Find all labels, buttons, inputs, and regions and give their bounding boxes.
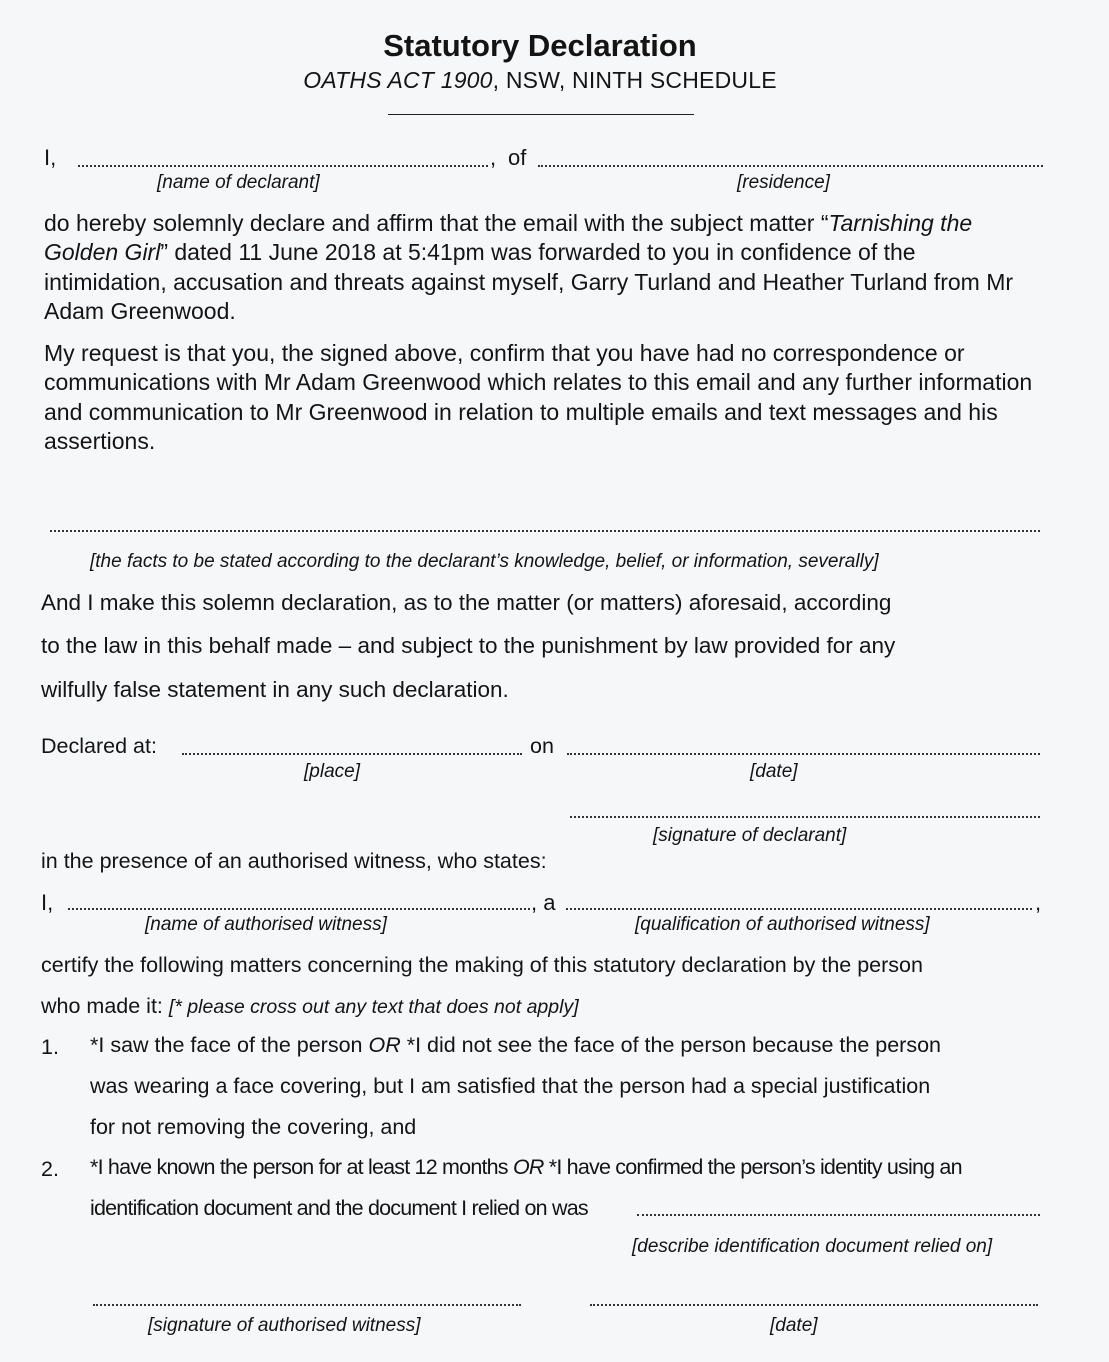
- witness-date-hint: [date]: [770, 1315, 818, 1336]
- certify-line-2: [41, 994, 579, 1019]
- item-1-or: OR: [368, 1033, 401, 1057]
- item-1-line-3: for not removing the covering, and: [90, 1115, 417, 1139]
- witness-prefix: I,: [41, 890, 54, 915]
- witness-date-field[interactable]: [590, 1304, 1038, 1306]
- identification-document-hint: [describe identification document relied on]: [632, 1236, 993, 1257]
- place-hint: [place]: [304, 761, 360, 782]
- item-2-line-2: identification document and the document I relied on was: [90, 1196, 588, 1220]
- witness-signature-field[interactable]: [93, 1304, 521, 1306]
- solemn-line-2: to the law in this behalf made – and subject to the punishment by law provided for any: [41, 633, 896, 658]
- item-2-or: OR: [512, 1155, 544, 1179]
- item-1-option-b: *I did not see the face of the person because the person: [400, 1033, 941, 1057]
- act-name: OATHS ACT 1900: [303, 67, 493, 93]
- email-subject: Tarnishing the Golden Girl: [44, 210, 973, 266]
- item-1-number: 1.: [41, 1035, 59, 1059]
- document-subtitle: [0, 67, 1080, 94]
- title-rule: [388, 114, 694, 115]
- witness-name-hint: [name of authorised witness]: [145, 914, 387, 935]
- declarant-residence-field[interactable]: [538, 165, 1043, 167]
- cross-out-instruction: [* please cross out any text that does not apply]: [168, 996, 579, 1018]
- declarant-name-field[interactable]: [78, 165, 488, 167]
- declaration-paragraph: [44, 209, 1044, 326]
- item-1-line-1: [90, 1033, 941, 1058]
- item-2-line-1: [90, 1155, 962, 1180]
- declaration-text-1: do hereby solemnly declare and affirm that the email with the subject matter “: [44, 210, 829, 236]
- declared-date-field[interactable]: [567, 753, 1040, 755]
- item-2-option-a: *I have known the person for at least 12 months: [90, 1155, 513, 1179]
- act-jurisdiction: , NSW, NINTH SCHEDULE: [492, 67, 777, 93]
- witness-name-field[interactable]: [68, 908, 530, 910]
- declarant-of-label: of: [508, 145, 527, 170]
- document-title: Statutory Declaration: [383, 28, 697, 63]
- declared-on-label: on: [530, 734, 554, 758]
- solemn-line-1: And I make this solemn declaration, as to the matter (or matters) aforesaid, according: [41, 590, 892, 615]
- item-2-number: 2.: [41, 1157, 59, 1181]
- date-hint: [date]: [750, 761, 798, 782]
- witness-a-label: , a: [531, 890, 556, 915]
- place-field[interactable]: [182, 753, 522, 755]
- declarant-prefix: I,: [44, 145, 57, 170]
- declarant-signature-field[interactable]: [570, 816, 1040, 818]
- certify-text: who made it:: [41, 994, 169, 1018]
- declarant-residence-hint: [residence]: [737, 172, 830, 193]
- item-1-line-2: was wearing a face covering, but I am satisfied that the person had a special justification: [90, 1074, 931, 1098]
- declared-at-label: Declared at:: [41, 734, 157, 758]
- declarant-signature-hint: [signature of declarant]: [653, 825, 847, 846]
- item-1-option-a: *I saw the face of the person: [90, 1033, 369, 1057]
- facts-hint: [the facts to be stated according to the declarant’s knowledge, belief, or information, severally]: [90, 551, 879, 572]
- declarant-name-hint: [name of declarant]: [157, 172, 320, 193]
- witness-signature-hint: [signature of authorised witness]: [148, 1315, 421, 1336]
- witness-qualification-hint: [qualification of authorised witness]: [635, 914, 930, 935]
- request-paragraph: My request is that you, the signed above, confirm that you have had no correspondence or communications with Mr Adam Greenwood which relates to this email and any further information and communication to Mr Greenwood in relation to multiple emails and text messages and his assertions.: [44, 340, 1033, 454]
- certify-line-1: certify the following matters concerning the making of this statutory declaration by the person: [41, 953, 923, 977]
- item-2-option-b: *I have confirmed the person’s identity using an: [543, 1155, 962, 1179]
- declarant-comma: ,: [490, 145, 497, 170]
- witness-trailing-comma: ,: [1035, 890, 1042, 915]
- declaration-text-2: ” dated 11 June 2018 at 5:41pm was forwarded to you in confidence of the intimidation, accusation and threats against myself, Garry Turland and Heather Turland from Mr Adam Greenwood.: [44, 239, 1014, 324]
- identification-document-field[interactable]: [637, 1214, 1040, 1216]
- witness-qualification-field[interactable]: [566, 908, 1032, 910]
- solemn-line-3: wilfully false statement in any such declaration.: [41, 677, 509, 702]
- witness-intro: in the presence of an authorised witness, who states:: [41, 849, 547, 873]
- facts-field[interactable]: [50, 530, 1040, 532]
